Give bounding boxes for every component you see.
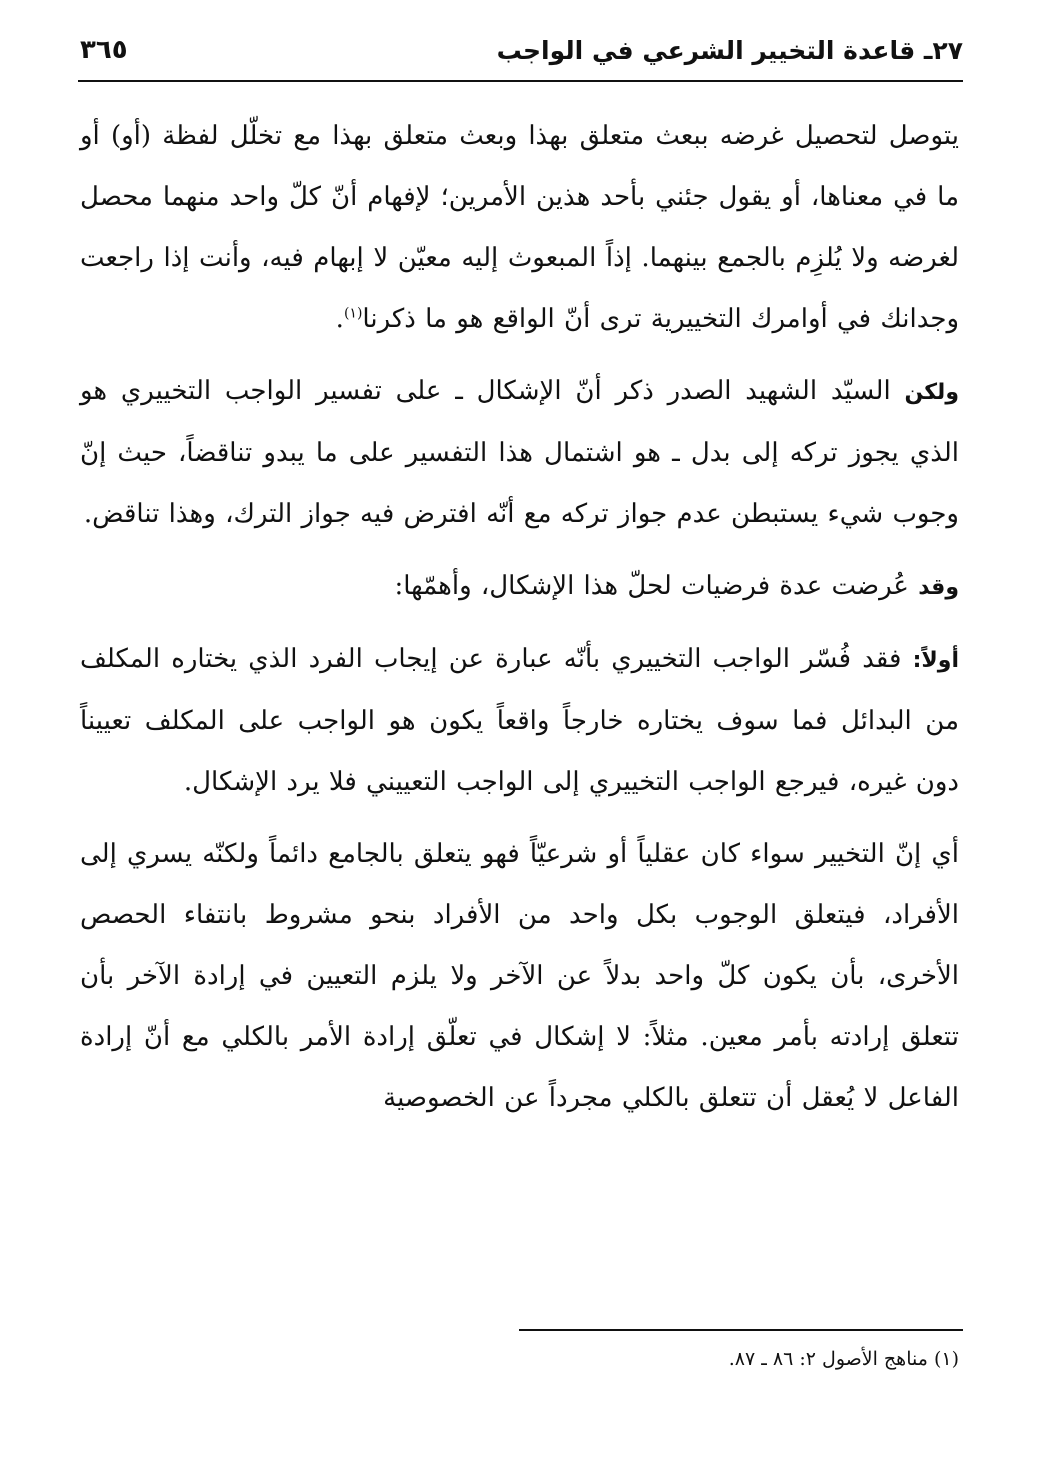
paragraph-text: فقد فُسّر الواجب التخييري بأنّه عبارة عن إيجاب الفرد الذي يختاره المكلف من البدائل فما سوف يختاره خارجاً واقعاً يكون هو الواجب على المكلف تعييناً دون غيره، فيرجع الواجب التخييري إلى الواجب التعييني فلا يرد الإشكال. bbox=[80, 644, 959, 797]
paragraph-lead-word: ولكن bbox=[904, 380, 959, 405]
paragraph-lead-word: أولاً: bbox=[912, 648, 959, 673]
header-divider bbox=[78, 80, 963, 82]
running-header bbox=[80, 26, 963, 76]
paragraph-text: السيّد الشهيد الصدر ذكر أنّ الإشكال ـ على تفسير الواجب التخييري هو الذي يجوز تركه إلى بدل ـ هو اشتمال هذا التفسير على ما يبدو تناقضاً، حيث إنّ وجوب شيء يستبطن عدم جواز تركه مع أنّه افترض فيه جواز الترك، وهذا تناقض. bbox=[80, 376, 959, 529]
page-number: ٣٦٥ bbox=[80, 35, 128, 65]
paragraph-text: أي إنّ التخيير سواء كان عقلياً أو شرعيّاً فهو يتعلق بالجامع دائماً ولكنّه يسري إلى الأفراد، فيتعلق الوجوب بكل واحد من الأفراد بنحو مشروط بانتفاء الحصص الأخرى، بأن يكون كلّ واحد بدلاً عن الآخر ولا يلزم التعيين في إرادة الآخر بأن تتعلق إرادته بأمر معين. مثلاً: لا إشكال في تعلّق إرادة الأمر بالكلي مع أنّ إرادة الفاعل لا يُعقل أن تتعلق بالكلي مجرداً عن الخصوصية bbox=[80, 839, 959, 1113]
body-text bbox=[80, 106, 959, 1129]
paragraph-text: عُرضت عدة فرضيات لحلّ هذا الإشكال، وأهمّها: bbox=[394, 571, 919, 601]
paragraph-text: يتوصل لتحصيل غرضه ببعث متعلق بهذا وبعث متعلق بهذا مع تخلّل لفظة (أو) أو ما في معناها، أو يقول جئني بأحد هذين الأمرين؛ لإفهام أنّ كلّ واحد منهما محصل لغرضه ولا يُلزِم بالجمع بينهما. إذاً المبعوث إليه معيّن لا إبهام فيه، وأنت إذا راجعت وجدانك في أوامرك التخييرية ترى أنّ الواقع هو ما ذكرنا bbox=[80, 121, 959, 334]
paragraph-1 bbox=[80, 106, 959, 350]
paragraph-lead-word: وقد bbox=[918, 575, 959, 600]
footnote-divider bbox=[519, 1329, 963, 1331]
footnote: (١) مناهج الأصول ٢: ٨٦ ـ ٨٧. bbox=[728, 1348, 959, 1370]
paragraph-5 bbox=[80, 824, 959, 1129]
chapter-title: ٢٧ـ قاعدة التخيير الشرعي في الواجب bbox=[496, 36, 963, 65]
paragraph-2 bbox=[80, 361, 959, 545]
footnote-marker: (١) bbox=[343, 305, 363, 322]
paragraph-4 bbox=[80, 629, 959, 813]
paragraph-3 bbox=[80, 556, 959, 618]
paragraph-end-punctuation: . bbox=[335, 304, 344, 334]
